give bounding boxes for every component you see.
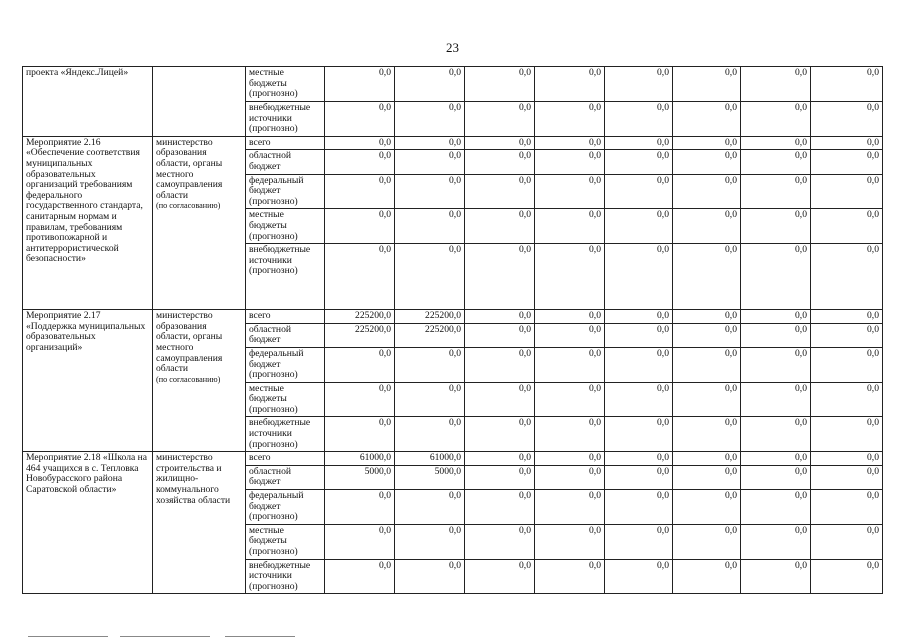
amount-cell: 0,0 bbox=[673, 323, 741, 347]
amount-cell: 0,0 bbox=[395, 67, 465, 102]
amount-cell: 0,0 bbox=[465, 382, 535, 417]
amount-cell: 0,0 bbox=[395, 490, 465, 525]
amount-cell: 0,0 bbox=[673, 174, 741, 209]
amount-cell: 61000,0 bbox=[325, 452, 395, 466]
organization-name: министерство строительства и жилищно-коммунального хозяйства области bbox=[156, 452, 231, 506]
organization-name: министерство образования области, органы местного самоуправления области bbox=[156, 136, 223, 201]
amount-cell: 0,0 bbox=[741, 465, 811, 489]
amount-cell: 0,0 bbox=[535, 310, 605, 324]
amount-cell: 0,0 bbox=[673, 244, 741, 310]
amount-cell: 0,0 bbox=[605, 323, 673, 347]
amount-cell: 0,0 bbox=[465, 323, 535, 347]
measure-name: Мероприятие 2.17 «Поддержка муниципальных образовательных организаций» bbox=[23, 310, 153, 452]
organization-note: (по согласованию) bbox=[156, 201, 221, 211]
amount-cell: 0,0 bbox=[811, 136, 883, 150]
amount-cell: 0,0 bbox=[465, 310, 535, 324]
amount-cell: 0,0 bbox=[605, 67, 673, 102]
amount-cell: 0,0 bbox=[673, 136, 741, 150]
funding-source: всего bbox=[246, 136, 325, 150]
amount-cell: 0,0 bbox=[395, 417, 465, 452]
amount-cell: 0,0 bbox=[605, 136, 673, 150]
funding-source: областной бюджет bbox=[246, 150, 325, 174]
amount-cell: 0,0 bbox=[673, 310, 741, 324]
amount-cell: 225200,0 bbox=[325, 323, 395, 347]
amount-cell: 0,0 bbox=[395, 136, 465, 150]
amount-cell: 0,0 bbox=[325, 559, 395, 594]
amount-cell: 0,0 bbox=[811, 559, 883, 594]
funding-source: местные бюджеты (прогнозно) bbox=[246, 524, 325, 559]
responsible-organization bbox=[153, 67, 246, 137]
funding-source: федеральный бюджет (прогнозно) bbox=[246, 174, 325, 209]
amount-cell: 0,0 bbox=[605, 417, 673, 452]
amount-cell: 0,0 bbox=[741, 347, 811, 382]
amount-cell: 0,0 bbox=[605, 490, 673, 525]
amount-cell: 0,0 bbox=[395, 209, 465, 244]
amount-cell: 0,0 bbox=[325, 67, 395, 102]
measure-name: Мероприятие 2.16 «Обеспечение соответствия муниципальных образовательных организаций требованиям федерального государственного стандарта, санитарным нормам и правилам, требованиям противопожарной и антитеррористической безопасности» bbox=[23, 136, 153, 309]
amount-cell: 0,0 bbox=[605, 102, 673, 137]
amount-cell: 0,0 bbox=[811, 382, 883, 417]
amount-cell: 0,0 bbox=[325, 244, 395, 310]
amount-cell: 0,0 bbox=[741, 382, 811, 417]
amount-cell: 0,0 bbox=[395, 559, 465, 594]
table-row bbox=[23, 310, 883, 324]
amount-cell: 0,0 bbox=[465, 417, 535, 452]
amount-cell: 0,0 bbox=[673, 490, 741, 525]
amount-cell: 0,0 bbox=[325, 382, 395, 417]
funding-source: местные бюджеты (прогнозно) bbox=[246, 209, 325, 244]
amount-cell: 0,0 bbox=[325, 524, 395, 559]
amount-cell: 61000,0 bbox=[395, 452, 465, 466]
amount-cell: 0,0 bbox=[673, 102, 741, 137]
amount-cell: 0,0 bbox=[535, 67, 605, 102]
funding-source: местные бюджеты (прогнозно) bbox=[246, 382, 325, 417]
table-row bbox=[23, 452, 883, 466]
funding-source: всего bbox=[246, 452, 325, 466]
amount-cell: 0,0 bbox=[395, 244, 465, 310]
amount-cell: 0,0 bbox=[673, 452, 741, 466]
amount-cell: 0,0 bbox=[325, 102, 395, 137]
amount-cell: 0,0 bbox=[325, 136, 395, 150]
amount-cell: 0,0 bbox=[673, 382, 741, 417]
amount-cell: 0,0 bbox=[811, 150, 883, 174]
amount-cell: 0,0 bbox=[605, 174, 673, 209]
scan-artifact bbox=[28, 636, 108, 637]
amount-cell: 0,0 bbox=[535, 559, 605, 594]
amount-cell: 225200,0 bbox=[325, 310, 395, 324]
funding-source: областной бюджет bbox=[246, 323, 325, 347]
amount-cell: 0,0 bbox=[741, 136, 811, 150]
amount-cell: 0,0 bbox=[535, 524, 605, 559]
funding-source: внебюджетные источники (прогнозно) bbox=[246, 102, 325, 137]
amount-cell: 0,0 bbox=[535, 150, 605, 174]
amount-cell: 0,0 bbox=[741, 452, 811, 466]
amount-cell: 225200,0 bbox=[395, 310, 465, 324]
amount-cell: 0,0 bbox=[465, 452, 535, 466]
amount-cell: 0,0 bbox=[811, 452, 883, 466]
amount-cell: 0,0 bbox=[465, 347, 535, 382]
amount-cell: 0,0 bbox=[465, 524, 535, 559]
amount-cell: 0,0 bbox=[811, 347, 883, 382]
amount-cell: 0,0 bbox=[535, 244, 605, 310]
amount-cell: 0,0 bbox=[465, 490, 535, 525]
amount-cell: 0,0 bbox=[535, 417, 605, 452]
amount-cell: 0,0 bbox=[395, 102, 465, 137]
measure-name: Мероприятие 2.18 «Школа на 464 учащихся в с. Тепловка Новобурасского района Саратовской области» bbox=[23, 452, 153, 594]
amount-cell: 0,0 bbox=[673, 417, 741, 452]
amount-cell: 0,0 bbox=[811, 524, 883, 559]
scan-artifact bbox=[225, 636, 295, 637]
amount-cell: 0,0 bbox=[465, 209, 535, 244]
amount-cell: 0,0 bbox=[811, 102, 883, 137]
amount-cell: 0,0 bbox=[673, 209, 741, 244]
funding-source: внебюджетные источники (прогнозно) bbox=[246, 559, 325, 594]
amount-cell: 0,0 bbox=[605, 209, 673, 244]
responsible-organization bbox=[153, 310, 246, 452]
amount-cell: 0,0 bbox=[605, 559, 673, 594]
amount-cell: 0,0 bbox=[673, 465, 741, 489]
amount-cell: 0,0 bbox=[325, 209, 395, 244]
amount-cell: 0,0 bbox=[741, 209, 811, 244]
amount-cell: 0,0 bbox=[395, 382, 465, 417]
funding-source: всего bbox=[246, 310, 325, 324]
organization-note: (по согласованию) bbox=[156, 374, 221, 384]
amount-cell: 0,0 bbox=[741, 490, 811, 525]
amount-cell: 0,0 bbox=[325, 490, 395, 525]
amount-cell: 0,0 bbox=[673, 524, 741, 559]
amount-cell: 0,0 bbox=[811, 67, 883, 102]
amount-cell: 0,0 bbox=[535, 136, 605, 150]
amount-cell: 0,0 bbox=[673, 347, 741, 382]
amount-cell: 0,0 bbox=[741, 150, 811, 174]
amount-cell: 0,0 bbox=[811, 417, 883, 452]
amount-cell: 0,0 bbox=[325, 150, 395, 174]
amount-cell: 0,0 bbox=[535, 209, 605, 244]
amount-cell: 0,0 bbox=[465, 559, 535, 594]
amount-cell: 0,0 bbox=[395, 150, 465, 174]
amount-cell: 0,0 bbox=[465, 174, 535, 209]
amount-cell: 0,0 bbox=[605, 310, 673, 324]
funding-source: внебюджетные источники (прогнозно) bbox=[246, 417, 325, 452]
amount-cell: 5000,0 bbox=[325, 465, 395, 489]
amount-cell: 0,0 bbox=[741, 102, 811, 137]
amount-cell: 0,0 bbox=[325, 417, 395, 452]
amount-cell: 0,0 bbox=[395, 347, 465, 382]
amount-cell: 0,0 bbox=[741, 524, 811, 559]
amount-cell: 0,0 bbox=[811, 323, 883, 347]
amount-cell: 0,0 bbox=[535, 174, 605, 209]
amount-cell: 0,0 bbox=[741, 67, 811, 102]
organization-name: министерство образования области, органы местного самоуправления области bbox=[156, 310, 223, 375]
amount-cell: 0,0 bbox=[325, 174, 395, 209]
amount-cell: 0,0 bbox=[741, 323, 811, 347]
amount-cell: 0,0 bbox=[535, 323, 605, 347]
amount-cell: 0,0 bbox=[811, 209, 883, 244]
amount-cell: 0,0 bbox=[535, 465, 605, 489]
amount-cell: 0,0 bbox=[605, 347, 673, 382]
amount-cell: 225200,0 bbox=[395, 323, 465, 347]
budget-table bbox=[22, 66, 883, 594]
funding-source: федеральный бюджет (прогнозно) bbox=[246, 490, 325, 525]
funding-source: областной бюджет bbox=[246, 465, 325, 489]
amount-cell: 0,0 bbox=[605, 382, 673, 417]
amount-cell: 0,0 bbox=[811, 310, 883, 324]
amount-cell: 0,0 bbox=[741, 310, 811, 324]
amount-cell: 0,0 bbox=[741, 174, 811, 209]
responsible-organization bbox=[153, 136, 246, 309]
amount-cell: 0,0 bbox=[465, 102, 535, 137]
amount-cell: 0,0 bbox=[673, 150, 741, 174]
amount-cell: 0,0 bbox=[535, 490, 605, 525]
amount-cell: 0,0 bbox=[811, 244, 883, 310]
amount-cell: 0,0 bbox=[605, 150, 673, 174]
amount-cell: 0,0 bbox=[465, 244, 535, 310]
page-number: 23 bbox=[446, 40, 459, 55]
measure-name: проекта «Яндекс.Лицей» bbox=[23, 67, 153, 137]
funding-source: федеральный бюджет (прогнозно) bbox=[246, 347, 325, 382]
amount-cell: 0,0 bbox=[811, 174, 883, 209]
amount-cell: 0,0 bbox=[605, 465, 673, 489]
funding-source: местные бюджеты (прогнозно) bbox=[246, 67, 325, 102]
amount-cell: 0,0 bbox=[535, 382, 605, 417]
table-row bbox=[23, 136, 883, 150]
amount-cell: 0,0 bbox=[465, 150, 535, 174]
amount-cell: 0,0 bbox=[741, 244, 811, 310]
amount-cell: 0,0 bbox=[741, 417, 811, 452]
amount-cell: 0,0 bbox=[605, 524, 673, 559]
amount-cell: 0,0 bbox=[741, 559, 811, 594]
table-row bbox=[23, 67, 883, 102]
amount-cell: 0,0 bbox=[465, 67, 535, 102]
amount-cell: 0,0 bbox=[535, 347, 605, 382]
scan-artifact bbox=[120, 636, 210, 637]
amount-cell: 0,0 bbox=[465, 465, 535, 489]
funding-source: внебюджетные источники (прогнозно) bbox=[246, 244, 325, 310]
amount-cell: 0,0 bbox=[605, 452, 673, 466]
amount-cell: 0,0 bbox=[673, 67, 741, 102]
amount-cell: 0,0 bbox=[535, 102, 605, 137]
responsible-organization bbox=[153, 452, 246, 594]
amount-cell: 0,0 bbox=[465, 136, 535, 150]
amount-cell: 0,0 bbox=[673, 559, 741, 594]
amount-cell: 5000,0 bbox=[395, 465, 465, 489]
amount-cell: 0,0 bbox=[811, 490, 883, 525]
amount-cell: 0,0 bbox=[325, 347, 395, 382]
amount-cell: 0,0 bbox=[395, 524, 465, 559]
amount-cell: 0,0 bbox=[395, 174, 465, 209]
amount-cell: 0,0 bbox=[605, 244, 673, 310]
amount-cell: 0,0 bbox=[811, 465, 883, 489]
amount-cell: 0,0 bbox=[535, 452, 605, 466]
